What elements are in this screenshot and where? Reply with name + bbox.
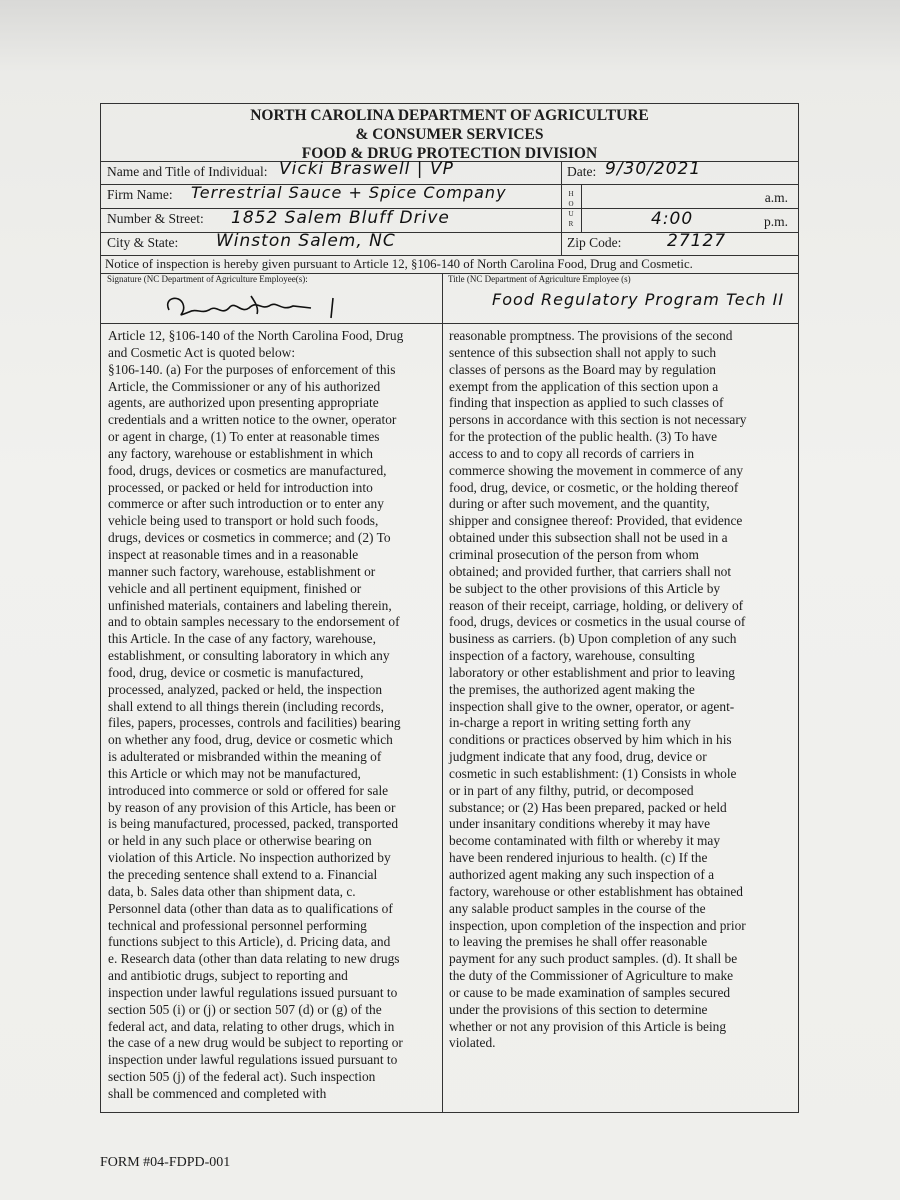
statute-line: e. Research data (other than data relating to new drugs (108, 951, 400, 967)
statute-line: in-charge a report in writing setting forth any (449, 715, 691, 731)
statute-line: inspect at reasonable times and in a reasonable (108, 546, 359, 562)
statute-line: payment for any such product samples. (d). It shall be (449, 951, 738, 967)
form-number: FORM #04-FDPD-001 (100, 1155, 231, 1170)
statute-line: obtained; and provided further, that carriers shall not (449, 563, 732, 579)
name-date-row (101, 159, 798, 185)
statute-line: food, drug, device or cosmetic is manufactured, (108, 664, 364, 680)
city-cell (101, 233, 561, 255)
statute-line: and antibiotic drugs, subject to reporting and (108, 968, 348, 984)
street-label: Number & Street: (107, 211, 204, 226)
header-line-3: FOOD & DRUG PROTECTION DIVISION (301, 145, 598, 162)
city-value[interactable]: Winston Salem, NC (216, 231, 396, 251)
statute-line: or in part of any filthy, putrid, or decomposed (449, 782, 694, 798)
statute-line: access to and to copy all records of carriers in (449, 445, 695, 461)
title-label: Title (NC Department of Agriculture Employee (s) (448, 274, 631, 284)
statute-right-column (442, 324, 798, 1112)
firm-label: Firm Name: (107, 187, 173, 202)
hour-block (561, 185, 798, 233)
signature-cell (101, 274, 442, 323)
header-line-2: & CONSUMER SERVICES (355, 126, 544, 143)
statute-line: finding that inspection as applied to such classes of (449, 395, 724, 411)
statute-line: during or after such movement, and the quantity, (449, 496, 710, 512)
statute-line: food, drugs, devices or cosmetics in the usual course of (449, 614, 746, 630)
statute-line: inspection under lawful regulations issued pursuant to (108, 984, 398, 1000)
statute-line: be subject to the other provisions of this Article by (449, 580, 721, 596)
statute-line: or cause to be made examination of samples secured (449, 984, 731, 1000)
statute-line: criminal prosecution of the person from whom (449, 546, 699, 562)
statute-line: inspection, upon completion of the inspection and prior (449, 917, 746, 933)
statute-line: business as carriers. (b) Upon completion of any such (449, 631, 737, 647)
statute-line: §106-140. (a) For the purposes of enforcement of this (108, 361, 396, 377)
signature-label: Signature (NC Department of Agriculture Employee(s): (107, 274, 308, 284)
statute-line: data, b. Sales data other than shipment data, c. (108, 883, 356, 899)
statute-line: processed, or packed or held for introduction into (108, 479, 373, 495)
statute-line: inspection of a factory, warehouse, consulting (449, 648, 695, 664)
statute-line: become contaminated with filth or whereby it may (449, 833, 721, 849)
statute-line: commerce or after such introduction or to enter any (108, 496, 384, 512)
statute-line: technical and professional personnel performing (108, 917, 367, 933)
statute-line: persons in accordance with this section is not necessary (449, 412, 747, 428)
statute-line: and Cosmetic Act is quoted below: (108, 344, 296, 360)
statute-line: manner such factory, warehouse, establishment or (108, 563, 376, 579)
date-value[interactable]: 9/30/2021 (605, 159, 702, 179)
statute-line: violated. (449, 1035, 496, 1051)
zip-cell (561, 233, 798, 255)
statute-line: judgment indicate that any food, drug, device or (449, 749, 707, 765)
statute-left-column (101, 324, 442, 1112)
street-cell (101, 209, 561, 232)
statute-line: is being manufactured, processed, packed, transported (108, 816, 399, 832)
statute-line: unfinished materials, containers and labeling therein, (108, 597, 392, 613)
statute-line: any factory, warehouse or establishment in which (108, 445, 374, 461)
statute-line: the preceding sentence shall extend to a. Financial (108, 867, 378, 882)
statute-line: federal act, and data, relating to other drugs, which in (108, 1018, 395, 1034)
statute-line: Article 12, §106-140 of the North Carolina Food, Drug (108, 328, 404, 343)
pm-label: p.m. (763, 214, 788, 229)
statute-line: classes of persons as the Board may by regulation (449, 361, 717, 377)
statute-line: vehicle and all pertinent equipment, finished or (108, 580, 362, 596)
date-label: Date: (567, 164, 597, 179)
form-header (101, 104, 798, 162)
zip-value[interactable]: 27127 (667, 231, 727, 251)
statute-line: the case of a new drug would be subject to reporting or (108, 1035, 403, 1051)
city-label: City & State: (107, 235, 179, 250)
header-line-1: NORTH CAROLINA DEPARTMENT OF AGRICULTURE (250, 107, 649, 124)
statute-line: to leaving the premises he shall offer reasonable (449, 934, 708, 950)
name-cell (101, 159, 561, 184)
statute-line: reasonable promptness. The provisions of the second (449, 328, 733, 343)
statute-line: on whether any food, drug, device or cosmetic which (108, 732, 393, 748)
statute-line: substance; or (2) Has been prepared, packed or held (449, 799, 727, 815)
statute-line: for the protection of the public health. (3) To have (449, 429, 718, 445)
statute-line: food, drugs, devices or cosmetics are manufactured, (108, 462, 387, 478)
hour-label: H O U R (568, 190, 574, 228)
statute-line: shipper and consignee thereof: Provided, that evidence (449, 513, 743, 529)
statute-line: cosmetic in such establishment: (1) Consists in whole (449, 765, 737, 781)
statute-line: agents, are authorized upon presenting appropriate (108, 395, 379, 411)
statute-text (101, 324, 798, 1112)
statute-line: inspection shall give to the owner, operator, or agent- (449, 698, 735, 714)
statute-line: or held in any such place or otherwise bearing on (108, 833, 372, 849)
statute-line: under the provisions of this section to determine (449, 1001, 708, 1017)
statute-line: shall extend to all things therein (including records, (108, 698, 384, 714)
statute-line: drugs, devices or cosmetics in commerce; and (2) To (108, 530, 391, 546)
statute-line: by reason of any provision of this Article, has been or (108, 799, 396, 815)
statute-line: commerce showing the movement in commerce of any (449, 462, 744, 478)
statute-line: any salable product samples in the course of the (449, 900, 706, 916)
statute-line: the premises, the authorized agent making the (449, 681, 695, 697)
statute-line: vehicle being used to transport or hold such foods, (108, 513, 379, 529)
statute-line: the duty of the Commissioner of Agriculture to make (449, 968, 734, 984)
am-label: a.m. (764, 190, 788, 205)
notice-row (101, 256, 798, 274)
statute-line: shall be commenced and completed with (108, 1085, 327, 1101)
statute-line: Personnel data (other than data as to qualifications of (108, 900, 393, 916)
statute-line: whether or not any provision of this Article is being (449, 1018, 727, 1034)
statute-line: section 505 (i) or (j) or section 507 (d) or (g) of the (108, 1001, 382, 1017)
statute-line: authorized agent making any such inspection of a (449, 867, 715, 882)
title-value[interactable]: Food Regulatory Program Tech II (492, 290, 785, 309)
statute-line: laboratory or other establishment and prior to leaving (449, 664, 735, 680)
statute-line: files, papers, processes, controls and facilities) bearing (108, 715, 401, 731)
title-cell (442, 274, 798, 323)
statute-line: under insanitary conditions whereby it may have (449, 816, 711, 832)
statute-line: this Article or which may not be manufactured, (108, 765, 361, 781)
statute-line: Article, the Commissioner or any of his authorized (108, 378, 381, 394)
statute-line: or agent in charge, (1) To enter at reasonable times (108, 429, 380, 445)
statute-line: factory, warehouse or other establishment has obtained (449, 883, 743, 899)
signature-row (101, 274, 798, 324)
firm-value[interactable]: Terrestrial Sauce + Spice Company (191, 183, 507, 202)
statute-line: sentence of this subsection shall not apply to such (449, 344, 717, 360)
date-cell (561, 159, 798, 184)
street-value[interactable]: 1852 Salem Bluff Drive (231, 208, 450, 228)
hour-value[interactable]: 4:00 (651, 209, 694, 229)
signature-scribble (161, 292, 381, 324)
statute-line: and to obtain samples necessary to the endorsement of (108, 614, 400, 630)
statute-line: functions subject to this Article), d. Pricing data, and (108, 934, 391, 950)
statute-line: obtained under this subsection shall not be used in a (449, 530, 728, 546)
statute-line: inspection under lawful regulations issued pursuant to (108, 1052, 398, 1068)
statute-line: violation of this Article. No inspection authorized by (108, 850, 391, 866)
zip-label: Zip Code: (567, 235, 622, 250)
name-value[interactable]: Vicki Braswell | VP (279, 159, 454, 179)
statute-line: is adulterated or misbranded within the meaning of (108, 749, 382, 765)
statute-line: conditions or practices observed by him which in his (449, 732, 732, 748)
statute-line: exempt from the application of this section upon a (449, 378, 719, 394)
statute-line: processed, analyzed, packed or held, the inspection (108, 681, 383, 697)
statute-line: have been rendered injurious to health. (c) If the (449, 850, 708, 866)
statute-line: this Article. In the case of any factory, warehouse, (108, 631, 376, 647)
inspection-notice-form (100, 103, 799, 1113)
name-label: Name and Title of Individual: (107, 164, 268, 179)
statute-line: introduced into commerce or sold or offered for sale (108, 782, 389, 798)
city-zip-row (101, 233, 798, 256)
statute-line: establishment, or consulting laboratory in which any (108, 648, 390, 664)
statute-line: section 505 (j) of the federal act). Such inspection (108, 1069, 376, 1085)
statute-line: reason of their receipt, carriage, holding, or delivery of (449, 597, 744, 613)
statute-line: credentials and a written notice to the owner, operator (108, 412, 397, 428)
notice-text: Notice of inspection is hereby given pursuant to Article 12, §106-140 of North Carolina Food, Drug and Cosmetic. (105, 257, 693, 271)
firm-cell (101, 185, 561, 208)
statute-line: food, drug, device, or cosmetic, or the holding thereof (449, 479, 739, 495)
